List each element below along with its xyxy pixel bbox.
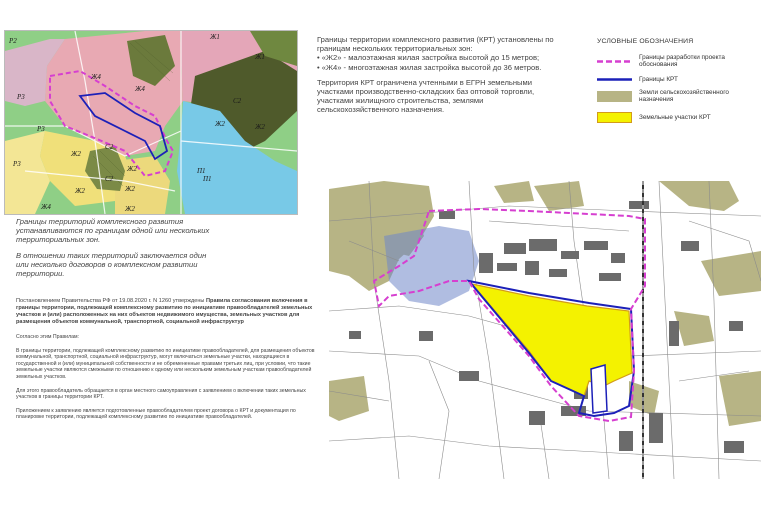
krt-bullet-zh2: • «Ж2» - малоэтажная жилая застройка высотой до 15 метров; bbox=[317, 53, 540, 63]
legend-label: Границы КРТ bbox=[639, 75, 678, 83]
krt-description bbox=[317, 35, 562, 115]
solid-line-swatch bbox=[597, 74, 632, 85]
zone-label: Ж4 bbox=[41, 203, 51, 211]
zone-label: Р3 bbox=[37, 125, 45, 133]
krt-restriction: Территория КРТ ограничена учтенными в ЕГРН земельными участками производственно-складских баз оптовой торговли, участками жилищного строительства, землями сельскохозяйственного назначения. bbox=[317, 77, 535, 115]
legend-label: Земли сельскохозяйственного назначения bbox=[639, 89, 729, 104]
decree-block bbox=[16, 298, 316, 421]
legend bbox=[597, 38, 767, 138]
zoning-map-drawing bbox=[5, 31, 297, 214]
zone-label: П1 bbox=[197, 167, 206, 175]
zone-label: Ж4 bbox=[135, 85, 145, 93]
krt-bullet-zh4: • «Ж4» - многоэтажная жилая застройка высотой до 36 метров. bbox=[317, 62, 542, 72]
zone-label: Ж2 bbox=[127, 165, 137, 173]
zone-label: Р2 bbox=[9, 37, 17, 45]
legend-item-project-boundary bbox=[597, 54, 747, 69]
legend-label: Земельные участки КРТ bbox=[639, 113, 711, 121]
cadastral-map bbox=[329, 181, 761, 479]
legend-item-agricultural bbox=[597, 89, 747, 104]
zone-label: Р3 bbox=[13, 160, 21, 168]
zone-label: С2 bbox=[233, 97, 242, 105]
cadastral-map-drawing bbox=[329, 181, 761, 479]
zone-label: Ж2 bbox=[75, 187, 85, 195]
zone-label: Ж1 bbox=[255, 53, 265, 61]
zone-label: Ж2 bbox=[255, 123, 265, 131]
krt-plots-swatch bbox=[597, 112, 632, 123]
zone-label: С2 bbox=[105, 175, 114, 183]
legend-label: Границы разработки проекта обоснования bbox=[639, 54, 725, 69]
dashed-line-swatch bbox=[597, 56, 632, 67]
decree-according: Согласно этим Правилам: bbox=[16, 334, 79, 340]
zone-label: П1 bbox=[203, 175, 212, 183]
decree-heading-plain: Постановлением Правительства РФ от 19.08.2020 г. N 1260 утверждены bbox=[16, 298, 207, 304]
decree-heading-bold: Правила согласования включения в границы территории, подлежащей комплексному развитию по инициативе правообладателей земельных участков и (или) расположенных на них объектов недвижимого имущества, земельных участков для размещения объектов коммунальной, транспортной, социальной инфраструктур bbox=[16, 298, 313, 325]
zone-label: Р3 bbox=[17, 93, 25, 101]
zone-label: Ж2 bbox=[215, 120, 225, 128]
decree-paragraph-1: В границы территории, подлежащей комплексному развитию по инициативе правообладателей, для размещения объектов коммунальной, транспортной, социальной инфраструктур, могут включаться земельные участки, находящиеся в государственной и (или) муниципальной собственности и не обремененные правами третьих лиц, при условии, что такие земельные участки являются смежными по отношению к одному или нескольким земельным участкам правообладателей земельных участков. bbox=[16, 347, 315, 380]
legend-item-krt-boundary bbox=[597, 74, 747, 85]
zone-label: Ж2 bbox=[125, 185, 135, 193]
zone-label: С2 bbox=[105, 143, 114, 151]
legend-item-krt-plots bbox=[597, 112, 747, 123]
decree-heading bbox=[16, 298, 316, 326]
zone-caption bbox=[16, 217, 221, 278]
zone-label: Ж2 bbox=[71, 150, 81, 158]
decree-paragraph-3: Приложением к заявлению является подготовленные правообладателем проект договора о КРТ и документация по планировке территории, подлежащей комплексному развитию по инициативе правообладателей. bbox=[16, 407, 296, 421]
krt-intro: Границы территории комплексного развития (КРТ) установлены по границам нескольких территориальных зон: bbox=[317, 35, 554, 54]
decree-paragraph-2: Для этого правообладатель обращается в орган местного самоуправления с заявлением о включении таких земельных участков в границы территории КРТ. bbox=[16, 387, 306, 401]
zone-caption-note: В отношении таких территорий заключается один или несколько договоров о комплексном развитии территории. bbox=[16, 250, 207, 279]
zone-label: Ж2 bbox=[125, 205, 135, 213]
zone-label: Ж1 bbox=[210, 33, 220, 41]
zoning-map bbox=[4, 30, 298, 215]
zone-caption-text: Границы территорий комплексного развития устанавливаются по границам одной или нескольких территориальных зон. bbox=[16, 217, 210, 245]
agricultural-swatch bbox=[597, 91, 632, 102]
zone-label: Ж4 bbox=[91, 73, 101, 81]
legend-title: УСЛОВНЫЕ ОБОЗНАЧЕНИЯ bbox=[597, 38, 694, 45]
